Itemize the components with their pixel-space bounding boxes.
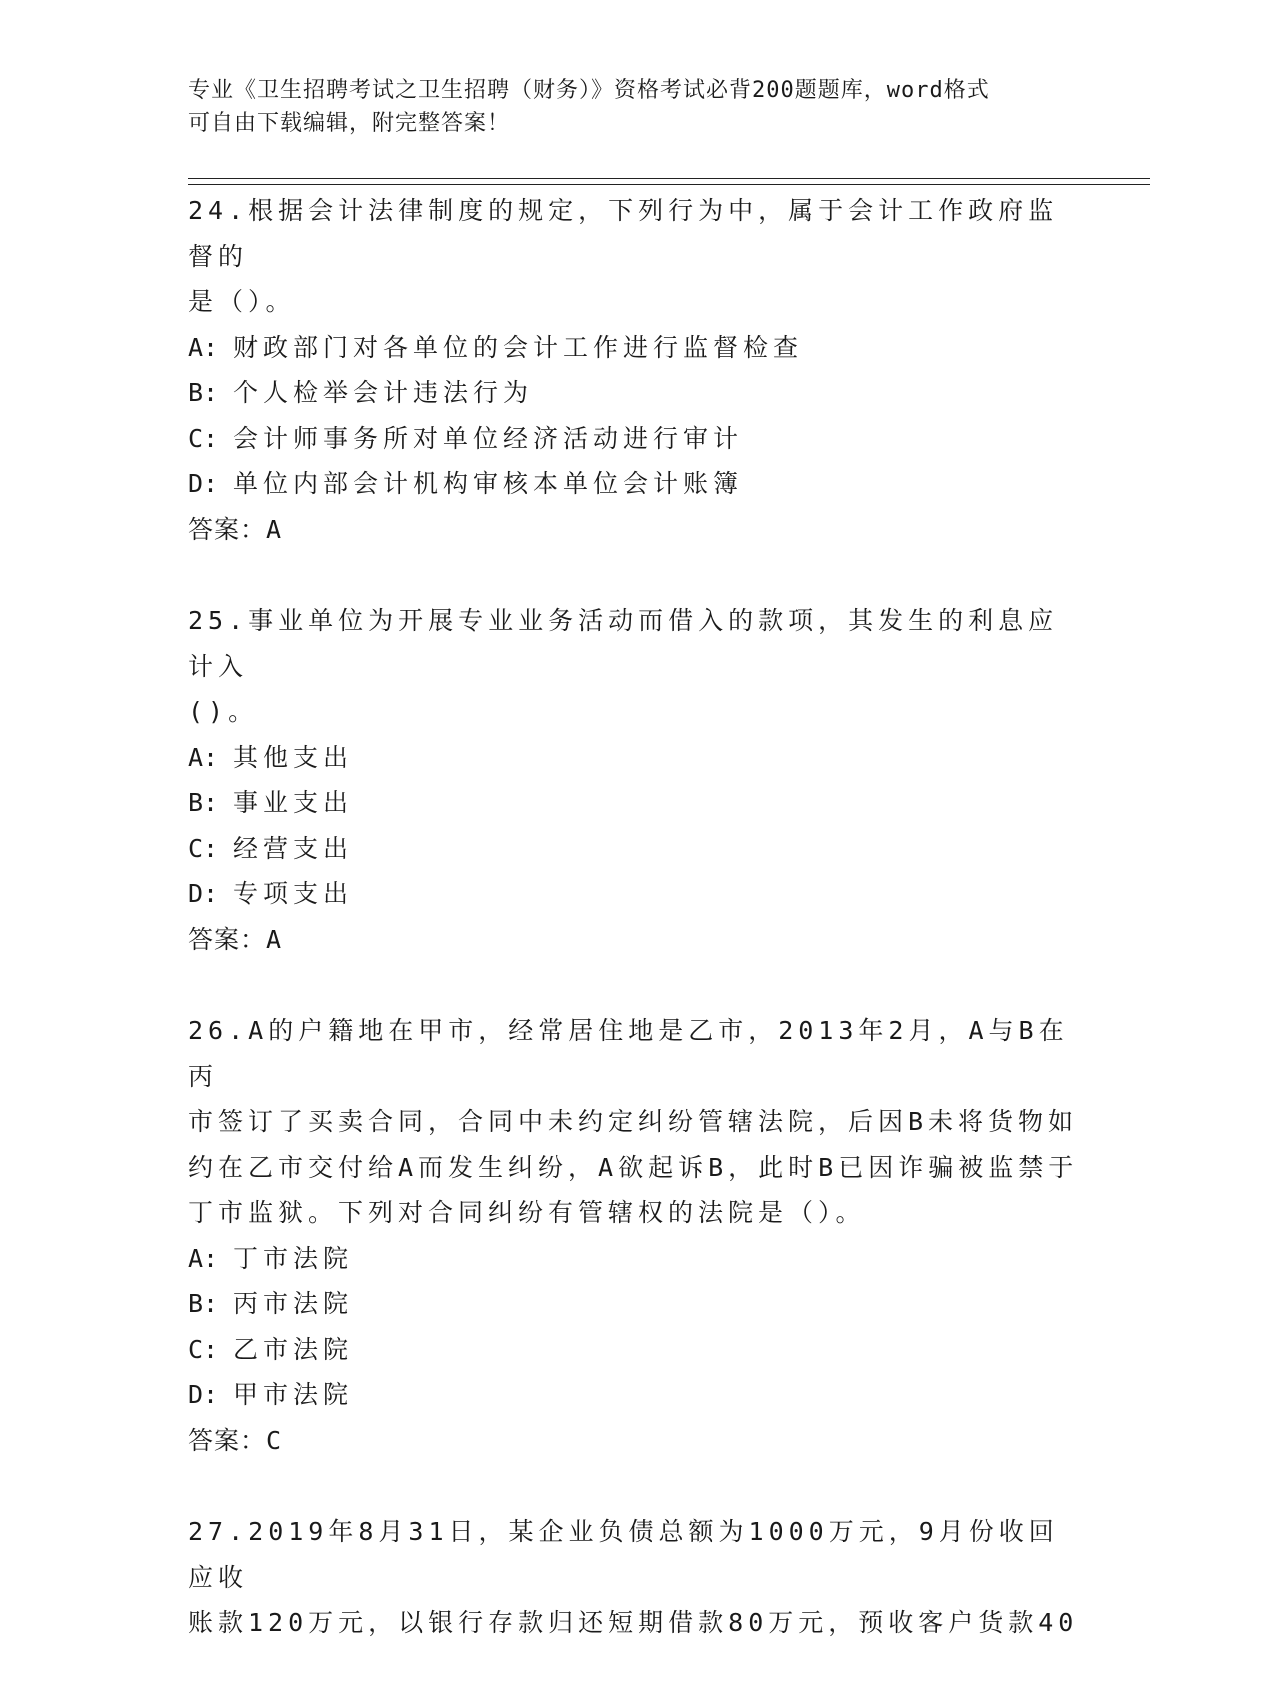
option-text: 会计师事务所对单位经济活动进行审计 [233,423,744,453]
question-block [188,1509,1088,1646]
option-text: 财政部门对各单位的会计工作进行监督检查 [233,332,804,362]
option-letter: A: [188,1243,219,1273]
header-line-2: 可自由下载编辑，附完整答案！ [188,111,511,136]
option-letter: A: [188,742,219,772]
answer-value: C [266,1425,283,1455]
option-letter: D: [188,879,219,908]
option-letter: D: [188,1380,219,1409]
document-header [188,74,1088,140]
option-letter: A: [188,332,219,362]
header-divider-top [188,178,1150,179]
answer-line [188,917,1088,963]
option-letter: B: [188,378,219,407]
option-letter: C: [188,833,219,863]
question-text-line: ()。 [188,697,259,726]
answer-label: 答案： [188,514,267,544]
answer-option [188,780,1088,826]
question-block [188,598,1088,962]
option-text: 乙市法院 [233,1334,354,1364]
answer-option [188,735,1088,781]
option-text: 事业支出 [233,788,354,817]
answer-option [188,1236,1088,1282]
option-letter: B: [188,788,219,817]
answer-option [188,1327,1088,1373]
option-letter: C: [188,423,219,453]
question-text-line: 27.2019年8月31日，某企业负债总额为1000万元，9月份收回应收 [188,1517,1059,1592]
option-text: 经营支出 [233,833,354,863]
option-text: 专项支出 [233,879,354,908]
question-text-line: 24.根据会计法律制度的规定，下列行为中，属于会计工作政府监督的 [188,196,1059,271]
question-block [188,188,1088,552]
answer-option [188,461,1088,507]
option-letter: C: [188,1334,219,1364]
option-letter: D: [188,469,219,498]
option-text: 单位内部会计机构审核本单位会计账簿 [233,469,744,498]
question-text-line: 账款120万元，以银行存款归还短期借款80万元，预收客户货款40 [188,1608,1079,1637]
answer-option [188,1281,1088,1327]
header-divider-bottom [188,184,1150,185]
answer-option [188,1372,1088,1418]
answer-option [188,871,1088,917]
option-text: 丙市法院 [233,1289,354,1318]
question-text-line: 是（）。 [188,287,296,316]
answer-line [188,507,1088,553]
answer-option [188,416,1088,462]
question-text-line: 市签订了买卖合同，合同中未约定纠纷管辖法院，后因B未将货物如 [188,1107,1079,1136]
answer-value: A [266,924,283,954]
option-text: 丁市法院 [233,1243,354,1273]
option-text: 其他支出 [233,742,354,772]
answer-label: 答案： [188,924,267,954]
answer-option [188,826,1088,872]
question-list [188,188,1088,1692]
question-block [188,1008,1088,1463]
option-text: 个人检举会计违法行为 [233,378,534,407]
question-text-line: 丁市监狱。下列对合同纠纷有管辖权的法院是（）。 [188,1198,866,1227]
option-text: 甲市法院 [233,1380,354,1409]
option-letter: B: [188,1289,219,1318]
answer-value: A [266,514,283,544]
answer-label: 答案： [188,1425,267,1455]
question-text-line: 约在乙市交付给A而发生纠纷，A欲起诉B，此时B已因诈骗被监禁于 [188,1152,1079,1182]
question-text-line: 26.A的户籍地在甲市，经常居住地是乙市，2013年2月，A与B在丙 [188,1016,1069,1091]
question-text-line: 25.事业单位为开展专业业务活动而借入的款项，其发生的利息应计入 [188,606,1059,681]
header-line-1: 专业《卫生招聘考试之卫生招聘（财务）》资格考试必背200题题库，word格式 [188,78,990,103]
answer-line [188,1418,1088,1464]
answer-option [188,370,1088,416]
answer-option [188,325,1088,371]
